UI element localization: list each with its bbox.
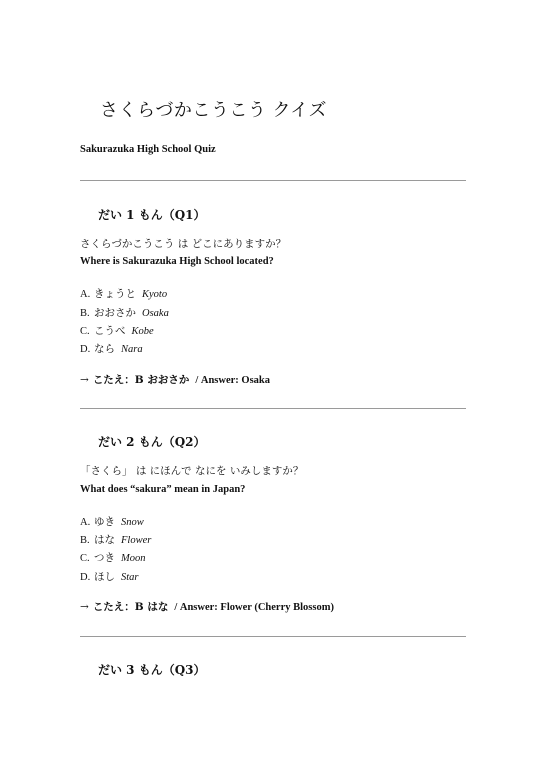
page-subtitle: Sakurazuka High School Quiz [80,144,216,155]
option-letter: C. [80,326,90,337]
answer-line [80,599,334,614]
option-letter: D. [80,344,91,355]
question-heading: だい 1 もん（Q1） [98,208,206,222]
option-item [80,550,146,565]
option-romaji: Kyoto [142,289,168,300]
option-romaji: Nara [121,344,143,355]
option-letter: D. [80,572,91,583]
option-romaji: Star [121,572,139,583]
question-text-jp: さくらづかこうこう は どこにありますか？ [80,238,287,250]
question-text-jp: 「さくら」 は にほんで なにを いみしますか？ [80,465,304,477]
question-heading: だい 2 もん（Q2） [98,435,206,449]
arrow-right-icon: → [80,374,89,386]
option-romaji: Flower [121,535,152,546]
option-item [80,514,144,529]
option-romaji: Snow [121,517,144,528]
option-kana: ほし [94,571,115,583]
option-item [80,286,167,301]
option-letter: A. [80,289,91,300]
option-romaji: Osaka [142,308,169,319]
page-title: さくらづかこうこう クイズ [100,100,327,121]
option-item [80,532,151,547]
answer-jp: こたえ：B はな [92,601,169,613]
option-kana: なら [94,343,115,355]
section-divider [80,408,466,409]
option-item [80,323,154,338]
option-kana: おおさか [94,307,136,319]
option-item [80,569,139,584]
question-text-en: What does “sakura” mean in Japan? [80,484,246,495]
option-kana: つき [94,552,115,564]
option-letter: C. [80,553,90,564]
option-letter: A. [80,517,91,528]
option-kana: こうべ [94,325,126,337]
option-romaji: Kobe [131,326,154,337]
answer-en: / Answer: Flower (Cherry Blossom) [174,602,334,613]
option-kana: はな [94,534,115,546]
option-letter: B. [80,308,90,319]
answer-jp: こたえ：B おおさか [92,374,190,386]
question-heading: だい 3 もん（Q3） [98,663,206,677]
option-kana: きょうと [94,288,136,300]
question-text-en: Where is Sakurazuka High School located? [80,256,274,267]
answer-en: / Answer: Osaka [195,375,271,386]
option-letter: B. [80,535,90,546]
answer-line [80,372,270,387]
option-kana: ゆき [94,516,115,528]
section-divider [80,636,466,637]
option-romaji: Moon [121,553,146,564]
option-item [80,305,169,320]
arrow-right-icon: → [80,601,89,613]
section-divider [80,180,466,181]
option-item [80,341,143,356]
